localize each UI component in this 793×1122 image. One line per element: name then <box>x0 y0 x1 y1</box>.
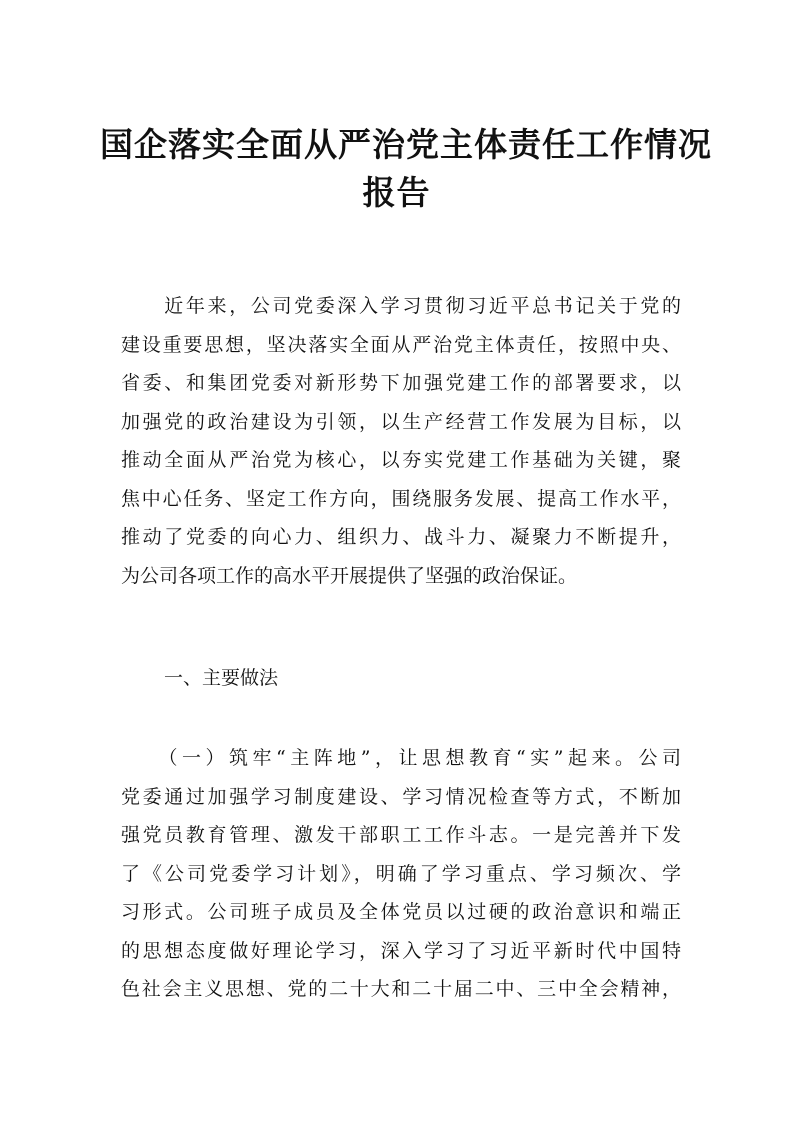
text-line: 建设重要思想，坚决落实全面从严治党主体责任，按照中央、 <box>121 333 681 356</box>
text-line: 强党员教育管理、激发干部职工工作斗志。一是完善并下发 <box>121 824 681 846</box>
text-line: 推动了党委的向心力、组织力、战斗力、凝聚力不断提升， <box>121 526 681 548</box>
document-title-line-2: 报告 <box>362 173 431 212</box>
text-line: 的思想态度做好理论学习，深入学习了习近平新时代中国特 <box>121 939 681 962</box>
text-line: 焦中心任务、坚定工作方向，围绕服务发展、提高工作水平， <box>121 487 681 510</box>
text-line: 色社会主义思想、党的二十大和二十届二中、三中全会精神， <box>121 978 681 1000</box>
text-line: 了《公司党委学习计划》，明确了学习重点、学习频次、学 <box>121 862 681 885</box>
text-line: 省委、和集团党委对新形势下加强党建工作的部署要求，以 <box>121 372 681 394</box>
text-line: 为公司各项工作的高水平开展提供了坚强的政治保证。 <box>121 564 578 587</box>
section-heading-main-practices: 一、主要做法 <box>164 667 279 689</box>
text-line: 习形式。公司班子成员及全体党员以过硬的政治意识和端正 <box>121 901 681 923</box>
text-line: （一）筑牢“主阵地”，让思想教育“实”起来。公司 <box>121 747 681 769</box>
text-line: 推动全面从严治党为核心，以夯实党建工作基础为关键，聚 <box>121 449 681 471</box>
text-line: 党委通过加强学习制度建设、学习情况检查等方式，不断加 <box>121 785 681 808</box>
text-line: 近年来，公司党委深入学习贯彻习近平总书记关于党的 <box>121 295 681 317</box>
paragraph-intro <box>121 287 681 595</box>
text-line: 加强党的政治建设为引领，以生产经营工作发展为目标，以 <box>121 410 681 433</box>
document-title-line-1: 国企落实全面从严治党主体责任工作情况 <box>100 125 712 164</box>
paragraph-section-1 <box>121 739 681 1009</box>
